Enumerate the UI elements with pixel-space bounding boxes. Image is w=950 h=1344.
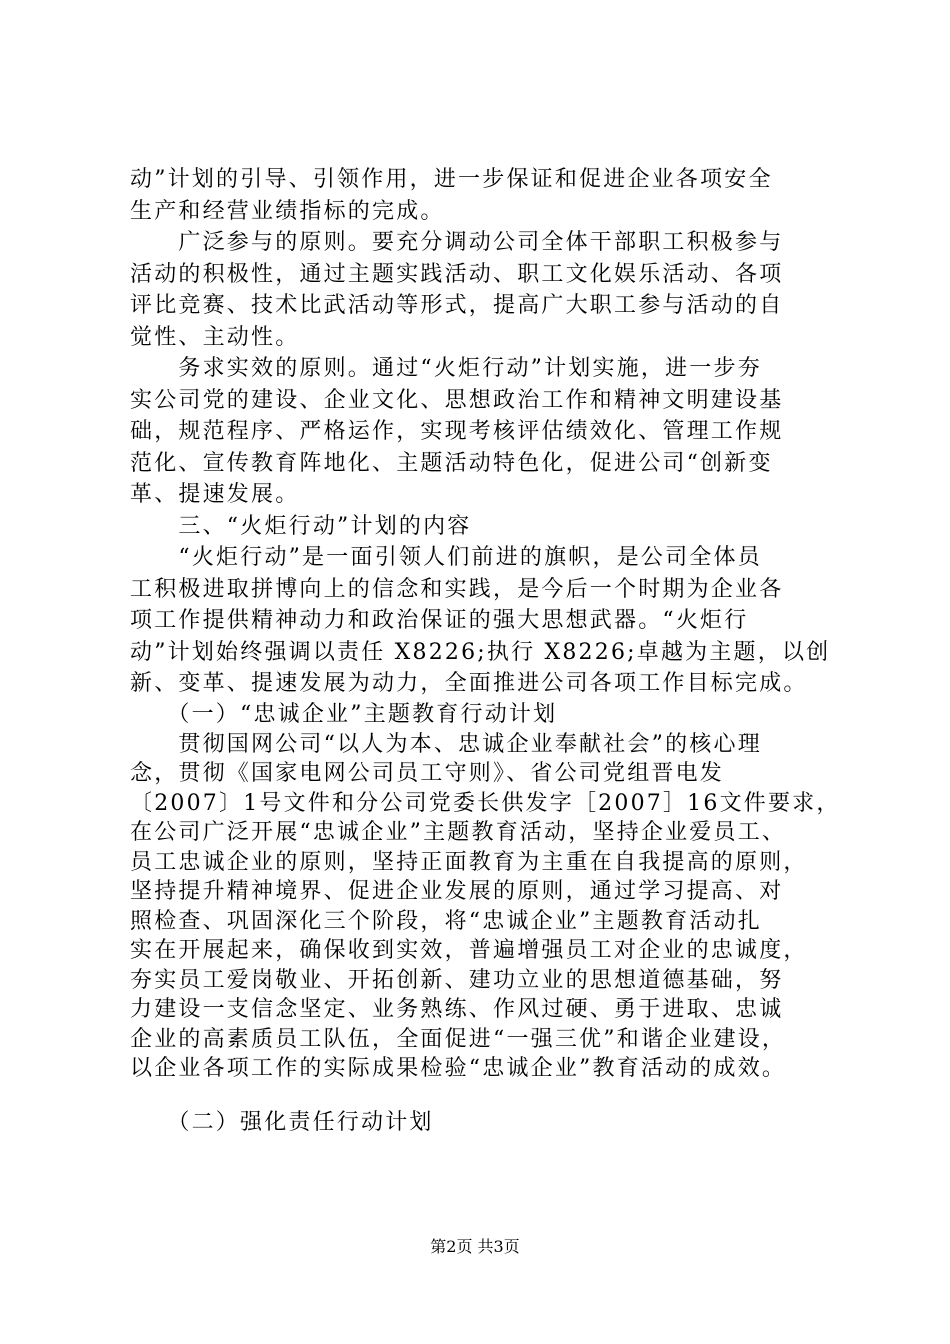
text-line: 革、提速发展。 — [130, 482, 300, 507]
text-line: 企业的高素质员工队伍，全面促进“一强三优”和谐企业建设， — [130, 1026, 787, 1052]
text-line: 础，规范程序、严格运作，实现考核评估绩效化、管理工作规 — [130, 419, 784, 444]
text-line: 夯实员工爱岗敬业、开拓创新、建功立业的思想道德基础，努 — [130, 967, 784, 993]
text-line: 生产和经营业绩指标的完成。 — [130, 198, 445, 224]
text-line: 〔2007〕1号文件和分公司党委长供发字［2007］16文件要求， — [130, 790, 841, 816]
text-line: 务求实效的原则。通过“火炬行动”计划实施，进一步夯 — [130, 356, 762, 381]
page-footer: 第2页 共3页 — [430, 1237, 520, 1256]
text-line: 坚持提升精神境界、促进企业发展的原则，通过学习提高、对 — [130, 879, 784, 904]
text-line: 动”计划始终强调以责任 X8226;执行 X8226;卓越为主题，以创 — [130, 639, 831, 665]
subsection-heading: （二）强化责任行动计划 — [130, 1110, 434, 1135]
text-line: “火炬行动”是一面引领人们前进的旗帜，是公司全体员 — [130, 545, 762, 570]
text-line: 活动的积极性，通过主题实践活动、职工文化娱乐活动、各项 — [130, 261, 784, 287]
text-line: 项工作提供精神动力和政治保证的强大思想武器。“火炬行 — [130, 608, 749, 633]
text-line: 实在开展起来，确保收到实效，普遍增强员工对企业的忠诚度， — [130, 938, 808, 963]
text-line: 力建设一支信念坚定、业务熟练、作风过硬、勇于进取、忠诚 — [130, 997, 784, 1022]
text-line: 评比竞赛、技术比武活动等形式，提高广大职工参与活动的自 — [130, 293, 784, 318]
text-line: 觉性、主动性。 — [130, 324, 300, 350]
text-line: 动”计划的引导、引领作用，进一步保证和促进企业各项安全 — [130, 167, 773, 192]
text-line: 念，贯彻《国家电网公司员工守则》、省公司党组晋电发 — [130, 761, 725, 786]
text-line: 照检查、巩固深化三个阶段，将“忠诚企业”主题教育活动扎 — [130, 908, 762, 934]
text-line: 广泛参与的原则。要充分调动公司全体干部职工积极参与 — [130, 230, 784, 255]
text-line: 员工忠诚企业的原则，坚持正面教育为主重在自我提高的原则， — [130, 849, 808, 875]
text-line: 贯彻国网公司“以人为本、忠诚企业奉献社会”的核心理 — [130, 731, 762, 757]
text-line: 工积极进取拼博向上的信念和实践，是今后一个时期为企业各 — [130, 576, 784, 602]
text-line: 以企业各项工作的实际成果检验“忠诚企业”教育活动的成效。 — [130, 1056, 787, 1081]
text-line: 范化、宣传教育阵地化、主题活动特色化，促进公司“创新变 — [130, 450, 773, 476]
text-line: 新、变革、提速发展为动力，全面推进公司各项工作目标完成。 — [130, 671, 808, 696]
subsection-heading: （一）“忠诚企业”主题教育行动计划 — [130, 702, 558, 727]
text-line: 在公司广泛开展“忠诚企业”主题教育活动，坚持企业爱员工、 — [130, 820, 787, 845]
text-line: 实公司党的建设、企业文化、思想政治工作和精神文明建设基 — [130, 387, 784, 413]
section-heading: 三、“火炬行动”计划的内容 — [130, 513, 472, 539]
